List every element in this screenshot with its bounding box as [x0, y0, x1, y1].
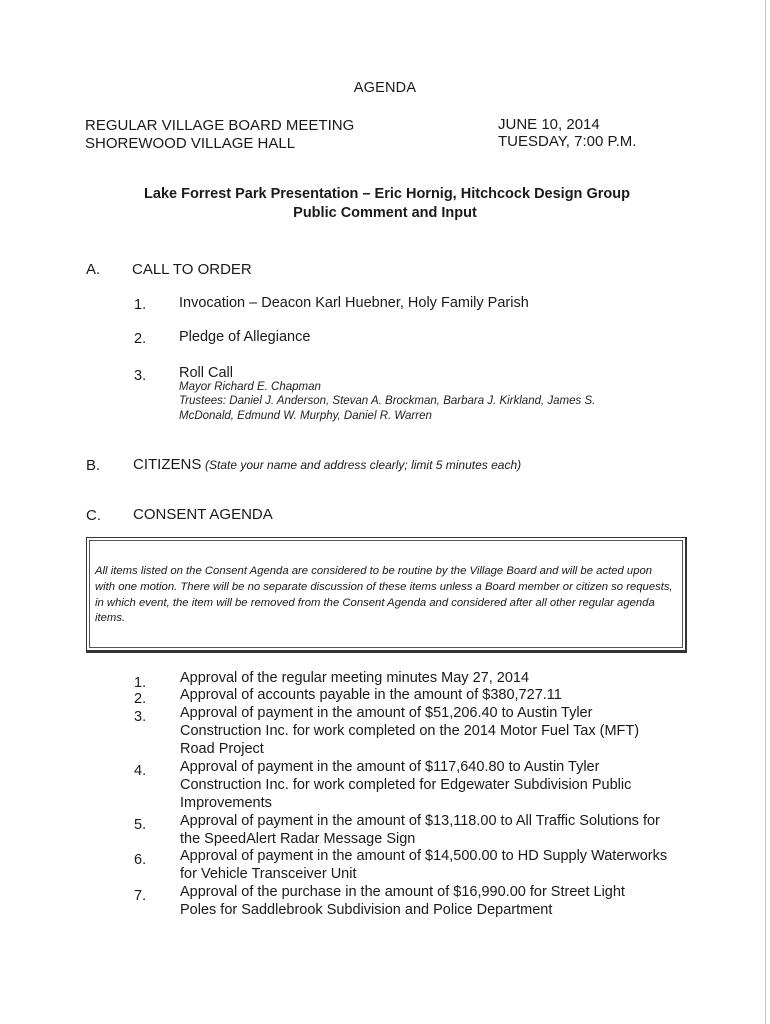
consent-item-line: Approval of the purchase in the amount of $16,990.00 for Street Light	[180, 884, 625, 900]
consent-item	[180, 812, 660, 848]
consent-item-line: Approval of payment in the amount of $13,118.00 to All Traffic Solutions for	[180, 813, 660, 829]
call-item-number: 1.	[134, 297, 147, 313]
roll-call-mayor: Mayor Richard E. Chapman	[179, 381, 321, 393]
consent-item-line: Approval of accounts payable in the amount of $380,727.11	[180, 687, 562, 703]
meeting-name: REGULAR VILLAGE BOARD MEETING	[85, 117, 355, 134]
consent-item-number: 1.	[134, 675, 147, 691]
consent-item	[180, 758, 631, 812]
consent-item-line: Approval of payment in the amount of $14,500.00 to HD Supply Waterworks	[180, 848, 668, 864]
citizens-note: (State your name and address clearly; limit 5 minutes each)	[205, 458, 522, 472]
call-item-number: 2.	[134, 331, 147, 347]
section-b-letter: B.	[86, 457, 101, 474]
consent-item-line: Construction Inc. for work completed for Edgewater Subdivision Public	[180, 777, 632, 793]
meeting-location: SHOREWOOD VILLAGE HALL	[85, 135, 296, 152]
consent-item-line: Poles for Saddlebrook Subdivision and Police Department	[180, 902, 553, 918]
presentation-subtitle: Public Comment and Input	[293, 205, 477, 221]
consent-item-line: Approval of the regular meeting minutes May 27, 2014	[180, 670, 530, 686]
consent-item-line: Approval of payment in the amount of $51,206.40 to Austin Tyler	[180, 705, 593, 721]
section-a-title: CALL TO ORDER	[132, 261, 252, 278]
consent-item-line: the SpeedAlert Radar Message Sign	[180, 831, 416, 847]
meeting-day-time: TUESDAY, 7:00 P.M.	[498, 133, 637, 150]
consent-item	[180, 847, 667, 883]
consent-item-number: 4.	[134, 763, 147, 779]
consent-item-line: for Vehicle Transceiver Unit	[180, 866, 357, 882]
meeting-date: JUNE 10, 2014	[498, 116, 600, 133]
consent-agenda-notice-box	[86, 537, 687, 653]
section-a-letter: A.	[86, 261, 101, 278]
consent-item-number: 3.	[134, 709, 147, 725]
roll-call-trustees-cont: McDonald, Edmund W. Murphy, Daniel R. Warren	[179, 410, 432, 422]
consent-item-number: 5.	[134, 817, 147, 833]
page-edge-line	[765, 0, 766, 1024]
consent-item-line: Improvements	[180, 795, 272, 811]
page-title: AGENDA	[353, 80, 417, 96]
consent-item	[180, 686, 562, 704]
consent-item-line: Approval of payment in the amount of $117,640.80 to Austin Tyler	[180, 759, 600, 775]
section-c-letter: C.	[86, 507, 101, 524]
call-item-number: 3.	[134, 368, 147, 384]
section-c-title: CONSENT AGENDA	[133, 506, 273, 523]
call-item-roll-call: Roll Call	[179, 365, 233, 381]
consent-item-line: Road Project	[180, 741, 264, 757]
section-b-title: CITIZENS	[133, 456, 202, 473]
consent-item-line: Construction Inc. for work completed on the 2014 Motor Fuel Tax (MFT)	[180, 723, 640, 739]
consent-item-number: 6.	[134, 852, 147, 868]
consent-item	[180, 704, 639, 758]
consent-agenda-notice: All items listed on the Consent Agenda are considered to be routine by the Village Board and will be acted upon with one motion. There will be no separate discussion of these items unless a Board member or citizen so requests, in which event, the item will be removed from the Consent Agenda and considered after all other regular agenda items.	[95, 565, 673, 625]
consent-item	[180, 669, 529, 687]
consent-item	[180, 883, 625, 919]
presentation-title: Lake Forrest Park Presentation – Eric Hornig, Hitchcock Design Group	[144, 186, 630, 202]
call-item-invocation: Invocation – Deacon Karl Huebner, Holy Family Parish	[179, 295, 529, 311]
consent-item-number: 7.	[134, 888, 147, 904]
call-item-pledge: Pledge of Allegiance	[179, 329, 311, 345]
consent-item-number: 2.	[134, 691, 147, 707]
roll-call-trustees: Trustees: Daniel J. Anderson, Stevan A. Brockman, Barbara J. Kirkland, James S.	[179, 395, 596, 407]
